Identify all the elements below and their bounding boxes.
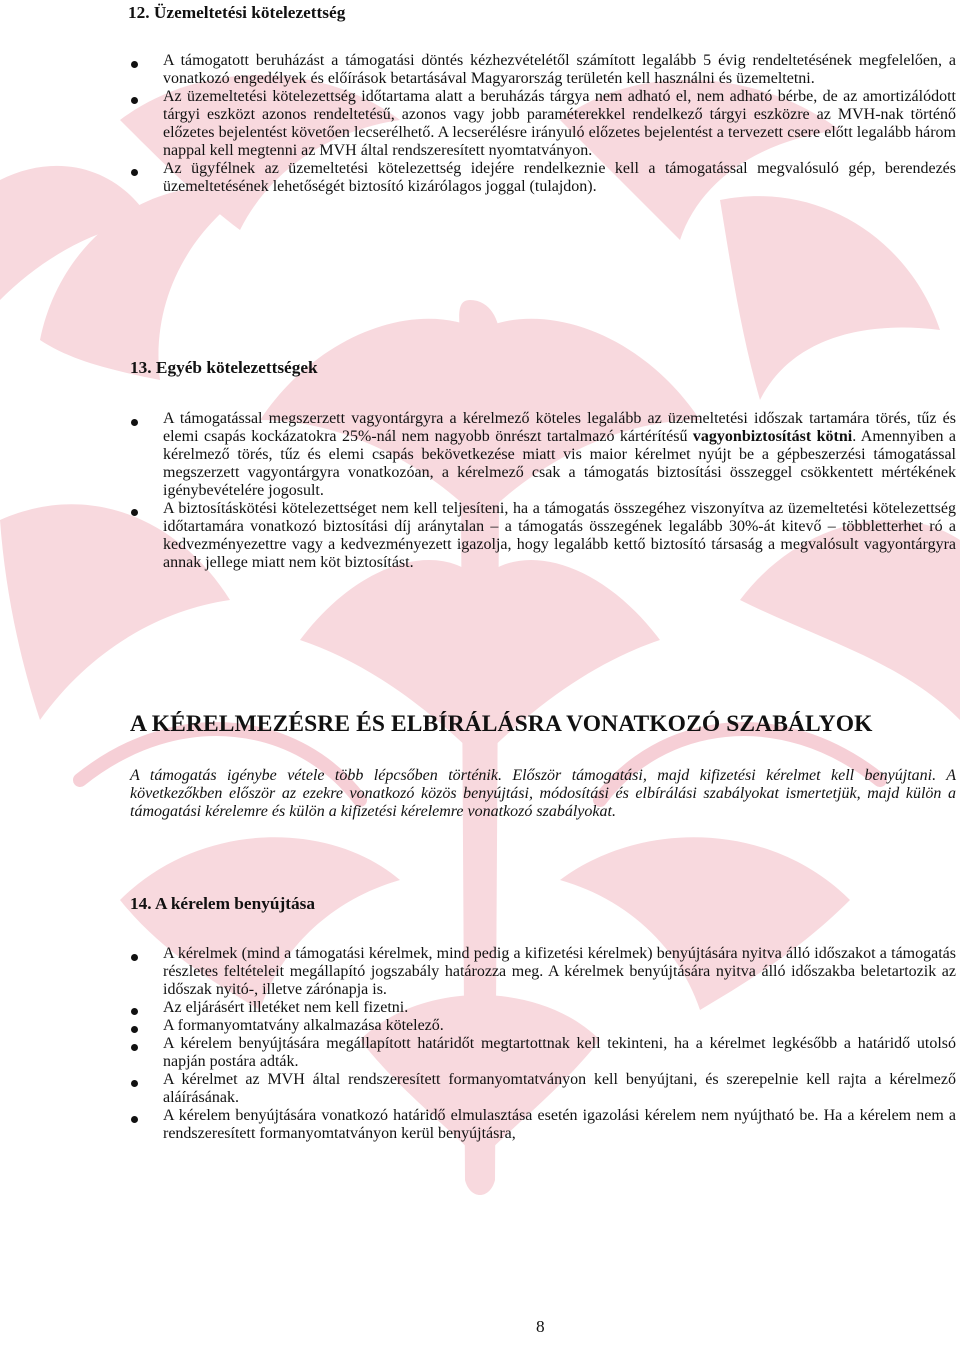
list-item [130,945,956,999]
list-item [130,1071,956,1107]
bullet-icon [131,419,138,426]
page-number: 8 [536,1317,545,1336]
list-item-text: A biztosításkötési kötelezettséget nem kell teljesíteni, ha a támogatás összegéhez viszonyítva az üzemeltetési kötelezettség időtartamára vonatkozó biztosítási díj aránytalan – a támogatás összegének legalább 30%-át kitevő – többletterhet ró a kedvezményezettre vagy a kedvezményezett igazolja, hogy legalább kettő biztosító társaság a megvalósult vagyontárgyra annak jellege miatt nem köt biztosítást. [163,500,956,571]
bullet-icon [131,1008,138,1015]
list-item-text: Az üzemeltetési kötelezettség időtartama alatt a beruházás tárgya nem adható el, nem adható bérbe, de az amortizálódott tárgyi eszközt azonos rendeltetésű, azonos vagy jobb paraméterekkel rendelkező tárgyi eszközre az MVH-nak történő előzetes bejelentést követően lecserélhető. A lecserélésre irányuló előzetes bejelentést a tervezett csere előtt legalább három nappal kell megtenni az MVH által rendszeresített nyomtatványon. [163,88,956,159]
bullet-icon [131,97,138,104]
list-item-text: A formanyomtatvány alkalmazása kötelező. [163,1017,444,1034]
bold-text-segment: vagyonbiztosítást kötni [692,428,853,445]
section-13-heading: 13. Egyéb kötelezettségek [130,358,318,377]
list-item-text [163,410,956,499]
section-13-list [130,410,956,572]
text-segment: A támogatással megszerzett vagyontárgyra a kérelmező köteles legalább az üzemeltetési időszak tartamára törés, tűz és elemi csapás kockázatokra 25%-nál nem nagyobb önrészt tartalmazó kártérítésű [163,410,956,445]
list-item [130,88,956,160]
list-item-text: A kérelem benyújtására vonatkozó határidő elmulasztása esetén igazolási kérelem nem nyújtható be. Ha a kérelem nem a rendszeresített formanyomtatványon kerül benyújtásra, [163,1107,956,1142]
list-item [130,1017,956,1035]
section-14-list [130,945,956,1143]
list-item-text: A kérelem benyújtására megállapított határidőt megtartottnak kell tekinteni, ha a kérelmet legkésőbb a határidő utolsó napján postára adták. [163,1035,956,1070]
list-item [130,999,956,1017]
chapter-title: A KÉRELMEZÉSRE ÉS ELBÍRÁLÁSRA VONATKOZÓ SZABÁLYOK [130,711,873,737]
bullet-icon [131,61,138,68]
list-item [130,500,956,572]
bullet-icon [131,954,138,961]
bullet-icon [131,509,138,516]
list-item-text: Az eljárásért illetéket nem kell fizetni. [163,999,409,1016]
list-item [130,410,956,500]
bullet-icon [131,1116,138,1123]
section-14-heading: 14. A kérelem benyújtása [130,894,315,913]
bullet-icon [131,169,138,176]
chapter-intro: A támogatás igénybe vétele több lépcsőben történik. Először támogatási, majd kifizetési kérelmet kell benyújtani. A következőkben először az ezekre vonatkozó közös benyújtási, módosítási és elbírálási szabályokat ismertetjük, majd külön a támogatási kérelemre és külön a kifizetési kérelemre vonatkozó szabályokat. [130,767,956,820]
list-item-text: A kérelmek (mind a támogatási kérelmek, mind pedig a kifizetési kérelmek) benyújtására nyitva álló időszakot a támogatás részletes feltételeit megállapító jogszabály határozza meg. A kérelmek benyújtására nyitva álló időszakba beletartozik az időszak nyitó-, illetve zárónapja is. [163,945,956,998]
list-item [130,52,956,88]
bullet-icon [131,1026,138,1033]
text-segment: . Amennyiben a kérelmező törés, tűz és elemi csapás bekövetkezése miatt vis maior kérelmet nyújt be a gépbeszerzési támogatással megszerzett vagyontárgyra vonatkozóan, a kérelmező csak a támogatás biztosítási összeggel csökkentett mértékének igénybevételére jogosult. [163,428,957,499]
list-item-text: A kérelmet az MVH által rendszeresített formanyomtatványon kell benyújtani, és szerepelnie kell rajta a kérelmező aláírásának. [163,1071,956,1106]
list-item-text: Az ügyfélnek az üzemeltetési kötelezettség idejére rendelkeznie kell a támogatással megvalósuló gép, berendezés üzemeltetésének lehetőségét biztosító kizárólagos joggal (tulajdon). [163,160,956,195]
section-12-list [130,52,956,196]
list-item [130,160,956,196]
list-item [130,1107,956,1143]
bullet-icon [131,1044,138,1051]
list-item-text: A támogatott beruházást a támogatási döntés kézhezvételétől számított legalább 5 évig rendeltetésének megfelelően, a vonatkozó engedélyek és előírások betartásával Magyarország területén kell használni és üzemeltetni. [163,52,956,87]
list-item [130,1035,956,1071]
section-12-heading: 12. Üzemeltetési kötelezettség [128,3,346,22]
bullet-icon [131,1080,138,1087]
